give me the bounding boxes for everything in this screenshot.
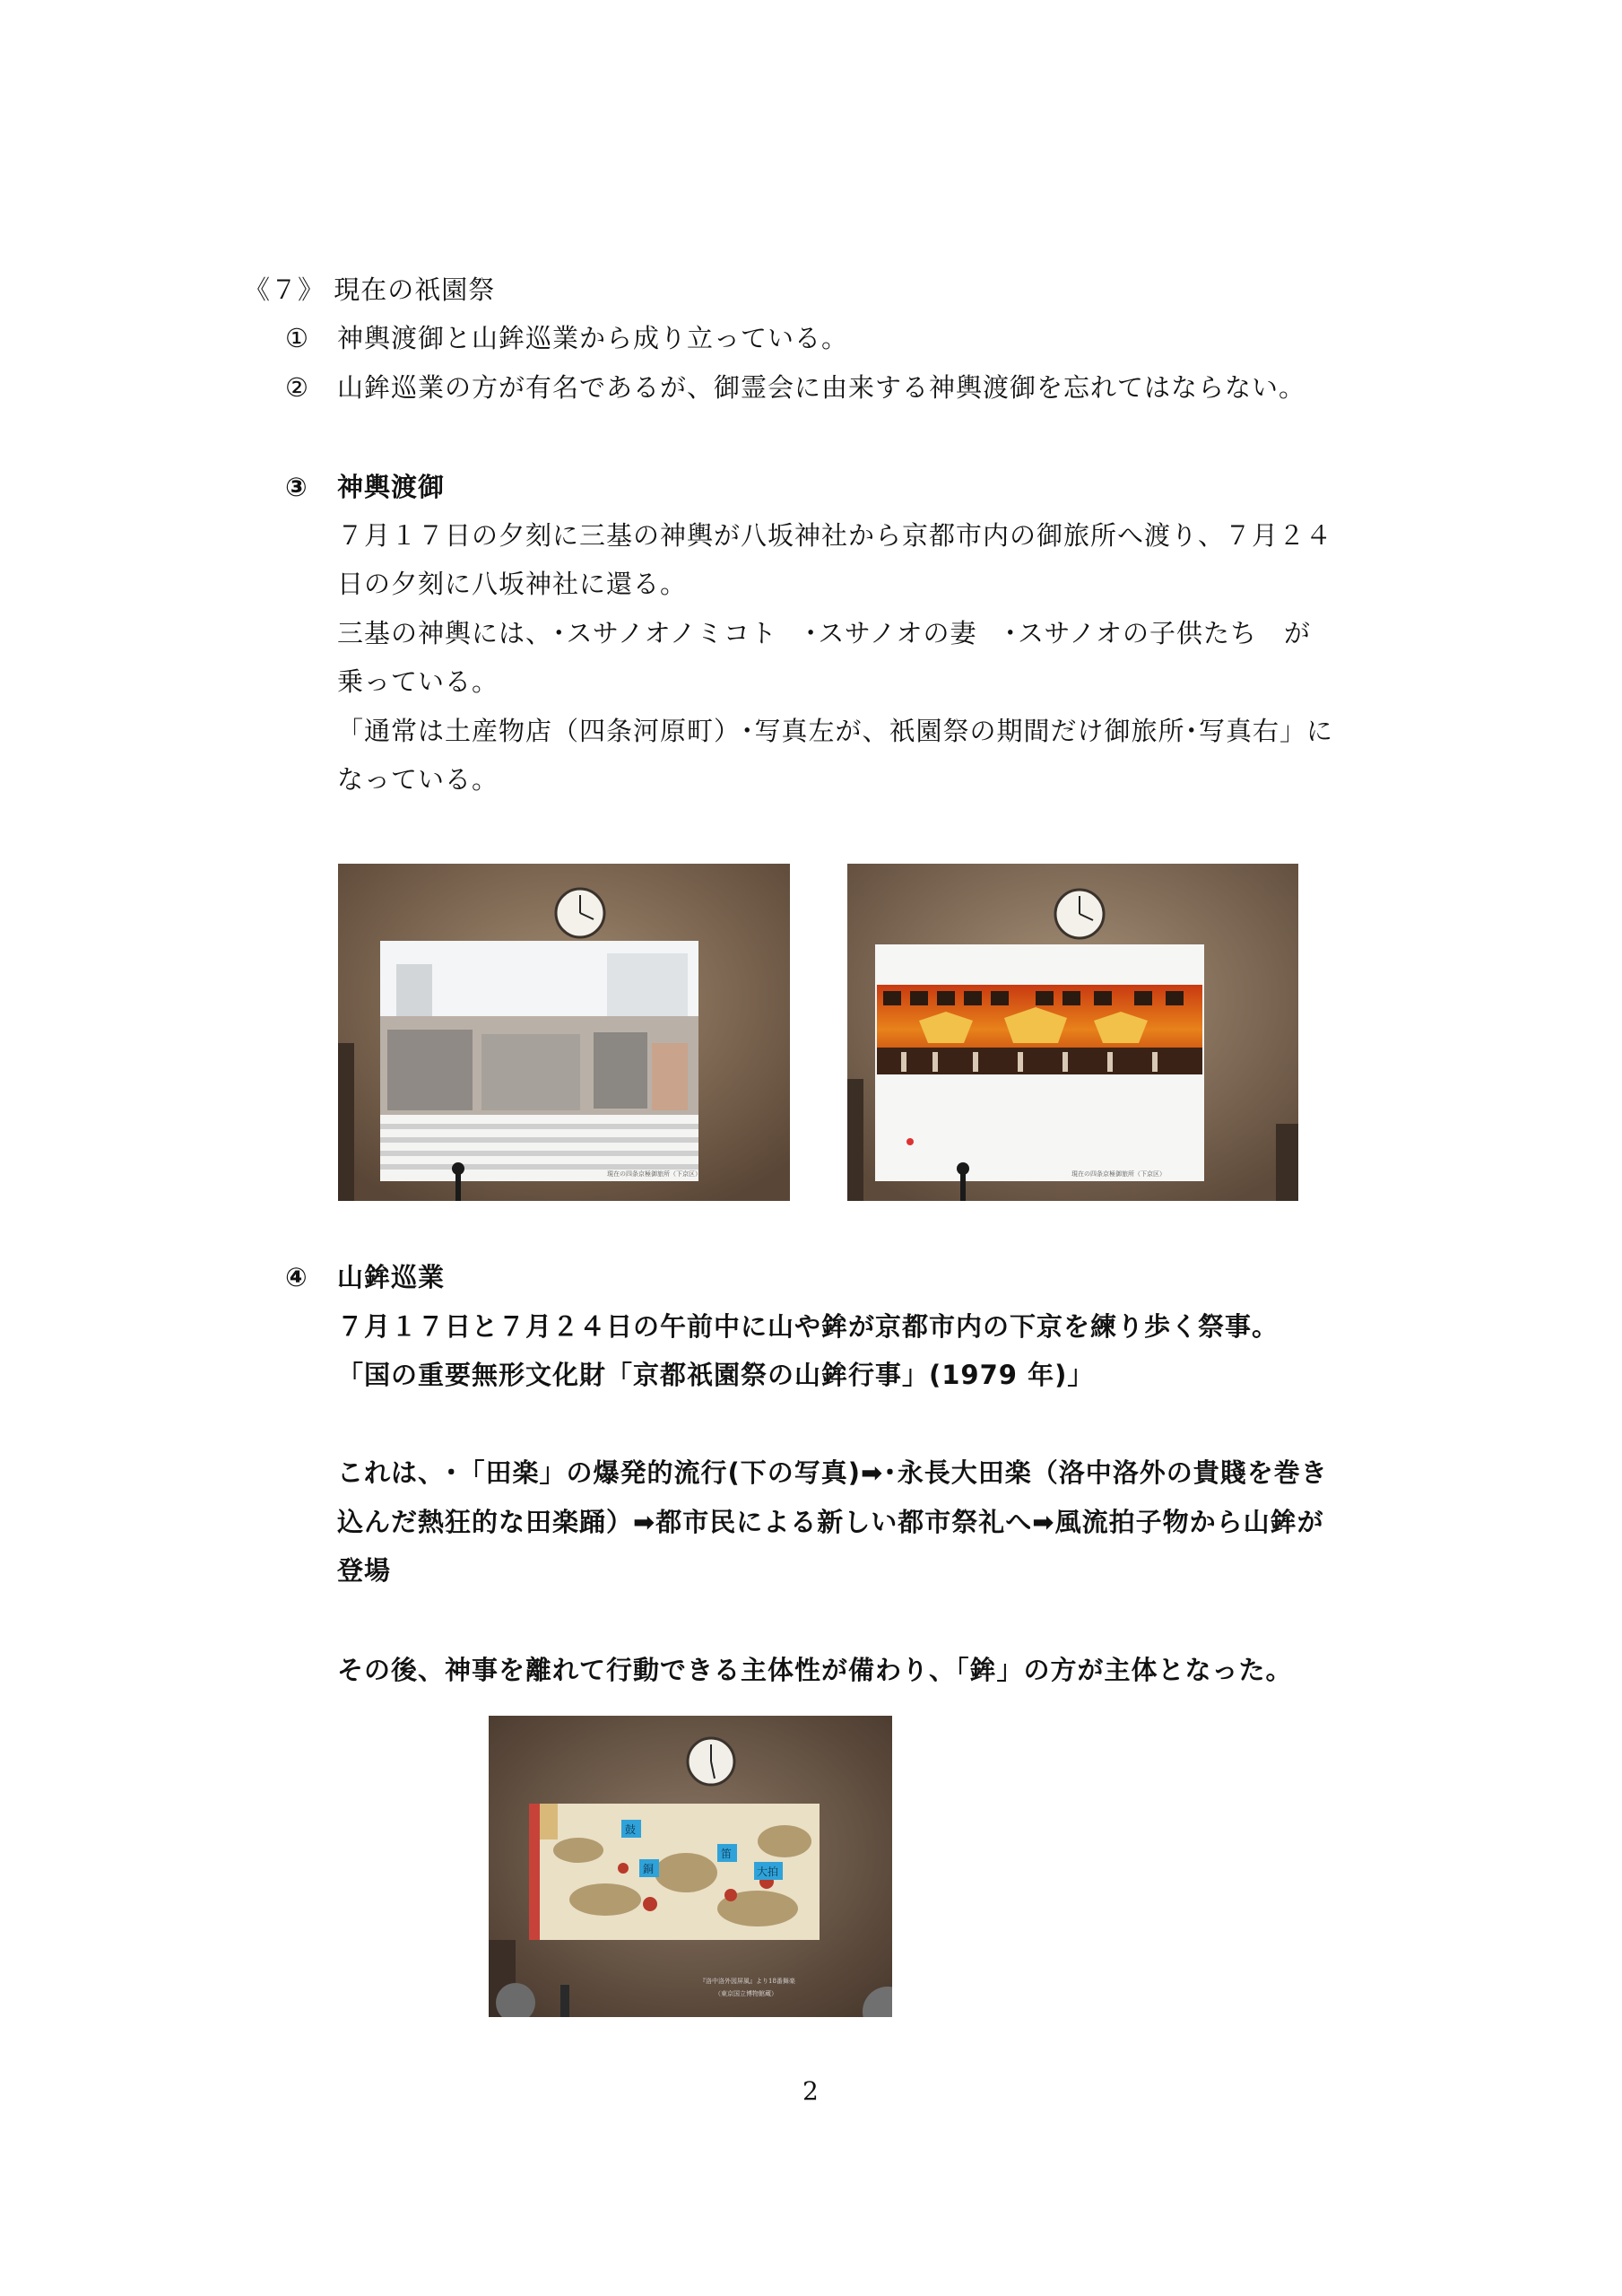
subsection-3-number: ③ [285, 472, 308, 502]
page-number: 2 [802, 2076, 820, 2106]
sub3-line-1: ７月１７日の夕刻に三基の神輿が八坂神社から京都市内の御旅所へ渡り、７月２４ [337, 520, 1333, 551]
photo-left-caption: 現在の四条京極御旅所（下京区） [607, 1170, 701, 1178]
list-text-2: 山鉾巡業の方が有名であるが、御霊会に由来する神輿渡御を忘れてはならない。 [337, 372, 1306, 403]
sub3-line-6: なっている。 [337, 764, 499, 795]
sub3-line-3: 三基の神輿には、･スサノオノミコト ･スサノオの妻 ･スサノオの子供たち が [337, 618, 1312, 648]
section-title: 《７》 現在の祇園祭 [244, 274, 496, 305]
list-number-2: ② [285, 372, 309, 403]
clock-icon [1055, 890, 1104, 938]
painting-label-4: 大拍 [757, 1866, 779, 1878]
sub3-line-2: 日の夕刻に八坂神社に還る。 [337, 569, 688, 599]
sub4-line-b2: 込んだ熱狂的な田楽踊）➡都市民による新しい都市祭礼へ➡風流拍子物から山鉾が [337, 1507, 1324, 1537]
clock-icon [688, 1738, 734, 1785]
photo-bottom-caption-2: （東京国立博物館蔵） [715, 1990, 777, 1997]
photo-dengaku [489, 1716, 892, 2017]
sub4-line-c: その後、神事を離れて行動できる主体性が備わり、「鉾」の方が主体となった。 [337, 1655, 1293, 1685]
painting-label-3: 銅 [643, 1863, 655, 1875]
sub4-line-b1: これは、･「田楽」の爆発的流行(下の写真)➡･永長大田楽（洛中洛外の貴賤を巻き [337, 1457, 1328, 1488]
sub3-line-5: 「通常は土産物店（四条河原町）･写真左が、祇園祭の期間だけ御旅所･写真右」に [337, 716, 1334, 746]
painting-label-1: 鼓 [625, 1823, 637, 1836]
list-number-1: ① [285, 323, 309, 353]
clock-icon [556, 889, 604, 937]
sub4-line-a2: 「国の重要無形文化財「京都祇園祭の山鉾行事」(1979 年)」 [337, 1360, 1095, 1390]
sub3-line-4: 乗っている。 [337, 666, 499, 697]
subsection-4-heading: 山鉾巡業 [337, 1262, 446, 1292]
photo-bottom-caption-1: 『洛中洛外図屏風』より18番舞楽 [699, 1978, 795, 1985]
subsection-3-heading: 神輿渡御 [337, 472, 446, 502]
subsection-4-number: ④ [285, 1262, 308, 1292]
photo-right-caption: 現在の四条京極御旅所（下京区） [1071, 1170, 1166, 1178]
list-text-1: 神輿渡御と山鉾巡業から成り立っている。 [337, 323, 849, 353]
photo-otabisho-right [847, 864, 1298, 1201]
sub4-line-a1: ７月１７日と７月２４日の午前中に山や鉾が京都市内の下京を練り歩く祭事。 [337, 1311, 1279, 1342]
painting-label-2: 笛 [721, 1848, 733, 1860]
photo-otabisho-left [338, 864, 790, 1201]
sub4-line-b3: 登場 [337, 1555, 392, 1586]
